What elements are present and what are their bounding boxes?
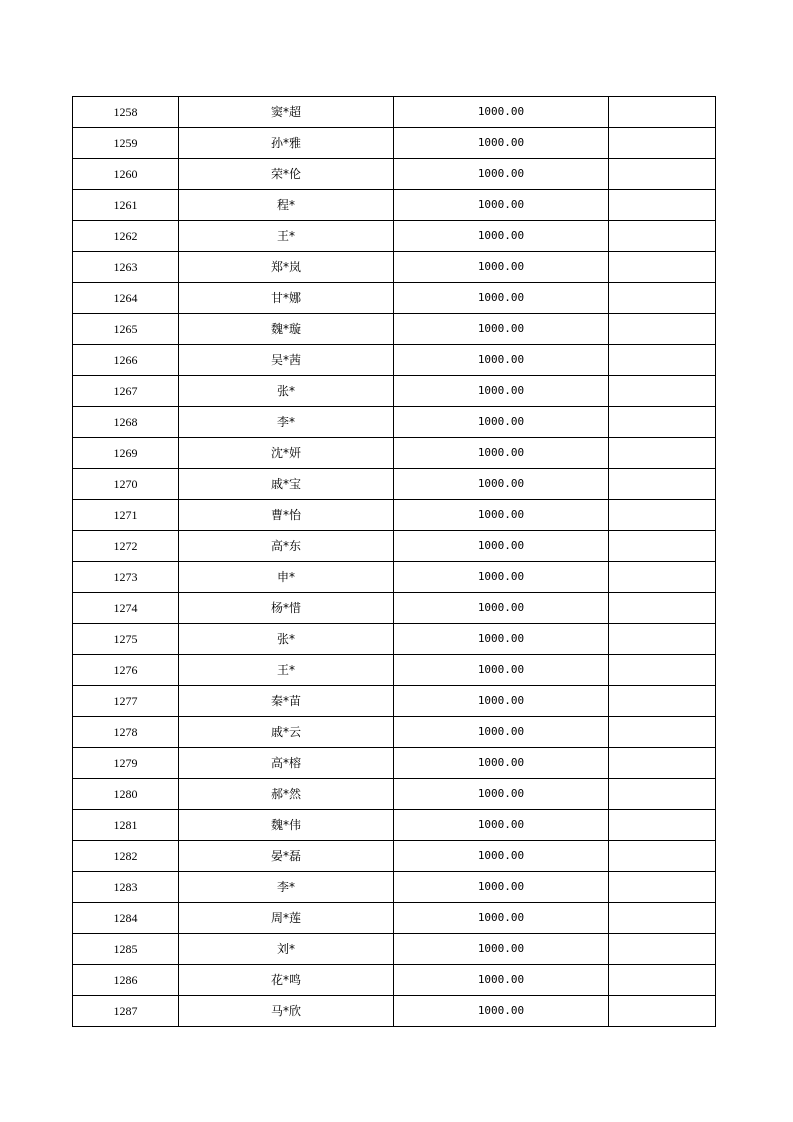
amount-cell: 1000.00 — [394, 748, 609, 779]
table-row — [73, 810, 716, 841]
serial-number-cell: 1259 — [73, 128, 179, 159]
table-row — [73, 965, 716, 996]
name-cell: 郑*岚 — [179, 252, 394, 283]
name-cell: 程* — [179, 190, 394, 221]
table-row — [73, 345, 716, 376]
table-row — [73, 872, 716, 903]
table-row — [73, 500, 716, 531]
note-cell — [609, 252, 716, 283]
note-cell — [609, 469, 716, 500]
table-row — [73, 593, 716, 624]
serial-number-cell: 1265 — [73, 314, 179, 345]
serial-number-cell: 1268 — [73, 407, 179, 438]
name-cell: 杨*惜 — [179, 593, 394, 624]
serial-number-cell: 1258 — [73, 97, 179, 128]
amount-cell: 1000.00 — [394, 903, 609, 934]
note-cell — [609, 841, 716, 872]
table-row — [73, 252, 716, 283]
amount-cell: 1000.00 — [394, 469, 609, 500]
serial-number-cell: 1280 — [73, 779, 179, 810]
amount-cell: 1000.00 — [394, 221, 609, 252]
note-cell — [609, 97, 716, 128]
note-cell — [609, 779, 716, 810]
note-cell — [609, 903, 716, 934]
amount-cell: 1000.00 — [394, 376, 609, 407]
note-cell — [609, 562, 716, 593]
name-cell: 花*鸣 — [179, 965, 394, 996]
name-cell: 沈*妍 — [179, 438, 394, 469]
serial-number-cell: 1281 — [73, 810, 179, 841]
note-cell — [609, 345, 716, 376]
table-row — [73, 717, 716, 748]
table-row — [73, 283, 716, 314]
note-cell — [609, 376, 716, 407]
table-row — [73, 159, 716, 190]
table-row — [73, 407, 716, 438]
note-cell — [609, 593, 716, 624]
note-cell — [609, 624, 716, 655]
serial-number-cell: 1269 — [73, 438, 179, 469]
table-row — [73, 996, 716, 1027]
amount-cell: 1000.00 — [394, 128, 609, 159]
name-cell: 秦*苗 — [179, 686, 394, 717]
amount-cell: 1000.00 — [394, 779, 609, 810]
table-row — [73, 748, 716, 779]
data-table — [72, 96, 716, 1027]
note-cell — [609, 872, 716, 903]
note-cell — [609, 996, 716, 1027]
serial-number-cell: 1262 — [73, 221, 179, 252]
table-row — [73, 531, 716, 562]
amount-cell: 1000.00 — [394, 624, 609, 655]
amount-cell: 1000.00 — [394, 996, 609, 1027]
note-cell — [609, 438, 716, 469]
note-cell — [609, 314, 716, 345]
table-row — [73, 469, 716, 500]
table-row — [73, 686, 716, 717]
note-cell — [609, 500, 716, 531]
amount-cell: 1000.00 — [394, 531, 609, 562]
note-cell — [609, 159, 716, 190]
name-cell: 窦*超 — [179, 97, 394, 128]
name-cell: 申* — [179, 562, 394, 593]
serial-number-cell: 1275 — [73, 624, 179, 655]
name-cell: 张* — [179, 624, 394, 655]
serial-number-cell: 1286 — [73, 965, 179, 996]
amount-cell: 1000.00 — [394, 314, 609, 345]
amount-cell: 1000.00 — [394, 965, 609, 996]
serial-number-cell: 1283 — [73, 872, 179, 903]
serial-number-cell: 1266 — [73, 345, 179, 376]
serial-number-cell: 1279 — [73, 748, 179, 779]
name-cell: 高*东 — [179, 531, 394, 562]
note-cell — [609, 686, 716, 717]
name-cell: 荣*伦 — [179, 159, 394, 190]
amount-cell: 1000.00 — [394, 810, 609, 841]
name-cell: 周*莲 — [179, 903, 394, 934]
note-cell — [609, 934, 716, 965]
amount-cell: 1000.00 — [394, 407, 609, 438]
amount-cell: 1000.00 — [394, 934, 609, 965]
table-row — [73, 97, 716, 128]
amount-cell: 1000.00 — [394, 159, 609, 190]
serial-number-cell: 1277 — [73, 686, 179, 717]
table-row — [73, 221, 716, 252]
name-cell: 戚*宝 — [179, 469, 394, 500]
name-cell: 吴*茜 — [179, 345, 394, 376]
name-cell: 甘*娜 — [179, 283, 394, 314]
serial-number-cell: 1264 — [73, 283, 179, 314]
table-row — [73, 779, 716, 810]
name-cell: 张* — [179, 376, 394, 407]
table-body — [73, 97, 716, 1027]
name-cell: 李* — [179, 407, 394, 438]
table-row — [73, 655, 716, 686]
name-cell: 魏*伟 — [179, 810, 394, 841]
table-row — [73, 376, 716, 407]
name-cell: 孙*雅 — [179, 128, 394, 159]
name-cell: 李* — [179, 872, 394, 903]
amount-cell: 1000.00 — [394, 593, 609, 624]
serial-number-cell: 1260 — [73, 159, 179, 190]
amount-cell: 1000.00 — [394, 872, 609, 903]
name-cell: 魏*璇 — [179, 314, 394, 345]
serial-number-cell: 1284 — [73, 903, 179, 934]
note-cell — [609, 748, 716, 779]
amount-cell: 1000.00 — [394, 562, 609, 593]
note-cell — [609, 531, 716, 562]
serial-number-cell: 1267 — [73, 376, 179, 407]
amount-cell: 1000.00 — [394, 655, 609, 686]
name-cell: 王* — [179, 221, 394, 252]
serial-number-cell: 1276 — [73, 655, 179, 686]
serial-number-cell: 1287 — [73, 996, 179, 1027]
name-cell: 高*榕 — [179, 748, 394, 779]
note-cell — [609, 810, 716, 841]
table-row — [73, 624, 716, 655]
amount-cell: 1000.00 — [394, 717, 609, 748]
serial-number-cell: 1278 — [73, 717, 179, 748]
table-row — [73, 934, 716, 965]
note-cell — [609, 717, 716, 748]
amount-cell: 1000.00 — [394, 686, 609, 717]
serial-number-cell: 1282 — [73, 841, 179, 872]
name-cell: 晏*磊 — [179, 841, 394, 872]
table-row — [73, 562, 716, 593]
serial-number-cell: 1261 — [73, 190, 179, 221]
serial-number-cell: 1274 — [73, 593, 179, 624]
serial-number-cell: 1270 — [73, 469, 179, 500]
name-cell: 王* — [179, 655, 394, 686]
name-cell: 郝*然 — [179, 779, 394, 810]
serial-number-cell: 1272 — [73, 531, 179, 562]
amount-cell: 1000.00 — [394, 190, 609, 221]
serial-number-cell: 1263 — [73, 252, 179, 283]
note-cell — [609, 190, 716, 221]
serial-number-cell: 1273 — [73, 562, 179, 593]
amount-cell: 1000.00 — [394, 438, 609, 469]
note-cell — [609, 655, 716, 686]
note-cell — [609, 128, 716, 159]
table-row — [73, 903, 716, 934]
amount-cell: 1000.00 — [394, 283, 609, 314]
table-row — [73, 314, 716, 345]
amount-cell: 1000.00 — [394, 97, 609, 128]
amount-cell: 1000.00 — [394, 252, 609, 283]
table-row — [73, 841, 716, 872]
name-cell: 戚*云 — [179, 717, 394, 748]
note-cell — [609, 407, 716, 438]
name-cell: 马*欣 — [179, 996, 394, 1027]
table-row — [73, 128, 716, 159]
amount-cell: 1000.00 — [394, 841, 609, 872]
note-cell — [609, 221, 716, 252]
note-cell — [609, 283, 716, 314]
name-cell: 刘* — [179, 934, 394, 965]
serial-number-cell: 1285 — [73, 934, 179, 965]
note-cell — [609, 965, 716, 996]
table-row — [73, 190, 716, 221]
name-cell: 曹*怡 — [179, 500, 394, 531]
amount-cell: 1000.00 — [394, 345, 609, 376]
serial-number-cell: 1271 — [73, 500, 179, 531]
table-row — [73, 438, 716, 469]
amount-cell: 1000.00 — [394, 500, 609, 531]
